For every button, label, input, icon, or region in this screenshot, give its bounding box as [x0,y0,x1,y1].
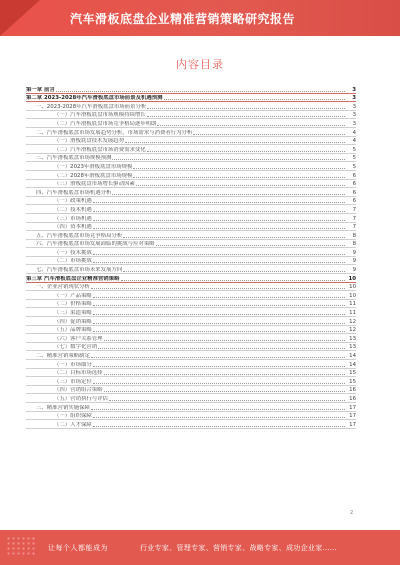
toc-entry-title: （四）促销策略 [54,318,92,325]
toc-entry-title: （一）2023年滑板底盘市场规模 [54,163,133,170]
toc-entry[interactable] [26,308,356,317]
toc-heading: 内容目录 [176,58,224,71]
toc-entry-page: 16 [349,387,356,394]
toc-entry-page: 14 [349,353,356,359]
toc-entry-title: （二）目标市场选择 [54,370,103,377]
toc-entry[interactable] [26,180,356,189]
toc-entry[interactable] [26,343,356,352]
footer-banner [0,530,400,565]
toc-entry-title: （三）市场定位 [54,378,92,385]
toc-leader-dots [123,268,345,272]
toc-entry-page: 10 [348,275,356,282]
toc-entry-page: 16 [349,395,356,402]
toc-entry[interactable] [26,257,356,266]
toc-leader-dots [112,191,345,195]
table-of-contents [26,85,356,429]
toc-entry-title: 一、企业营销现状分析 [36,284,90,291]
toc-entry-title: 三、汽车滑板底盘市场规模预测 [36,155,112,162]
page-number: 2 [350,510,354,516]
toc-entry-title: （一）市场细分 [54,361,92,368]
toc-entry-page: 7 [352,206,356,213]
toc-leader-dots [112,156,345,160]
toc-entry[interactable] [26,334,356,343]
toc-leader-dots [91,354,345,358]
toc-leader-dots [93,217,345,221]
toc-entry[interactable] [26,291,356,300]
toc-leader-dots [147,113,345,117]
toc-entry-title: （五）营销执行与评估 [54,395,108,402]
toc-leader-dots [93,320,345,324]
toc-entry-page: 3 [352,103,356,110]
toc-leader-dots [93,251,345,255]
toc-entry-title: （二）汽车滑板底盘市场消费需求变化 [54,146,146,153]
toc-entry-title: （三）滑板底盘市场增长驱动因素 [54,181,135,188]
toc-entry[interactable] [26,197,356,206]
toc-entry-title: （五）品牌策略 [54,327,92,334]
toc-entry[interactable] [26,171,356,180]
toc-entry-page: 4 [352,138,356,145]
toc-leader-dots [147,148,345,152]
toc-leader-dots [93,311,345,315]
toc-entry[interactable] [26,154,356,163]
toc-entry-title: 七、汽车滑板底盘市场未来发展方向 [36,267,123,274]
toc-entry[interactable] [26,386,356,395]
toc-entry-title: （四）营销组合策略 [54,387,103,394]
toc-entry-title: （一）组织保障 [54,413,92,420]
toc-entry-page: 13 [349,344,356,351]
toc-leader-dots [147,105,345,109]
toc-leader-dots [56,88,345,92]
toc-entry-title: 第二章 2023-2028年汽车滑板底盘市场前景及机遇预测 [26,95,163,102]
toc-leader-dots [104,337,345,341]
toc-leader-dots [109,397,345,401]
toc-entry-page: 6 [352,172,356,179]
toc-entry-page: 6 [352,198,356,205]
toc-entry-title: （四）资本机遇 [54,224,92,231]
toc-entry[interactable] [26,223,356,232]
toc-entry-page: 10 [349,284,356,291]
toc-entry-page: 5 [352,163,356,170]
toc-entry[interactable] [26,394,356,403]
toc-entry-page: 4 [352,129,356,136]
toc-entry-title: （一）滑板底盘技术发展趋势 [54,138,125,145]
toc-entry-page: 9 [352,258,356,265]
toc-leader-dots [93,199,345,203]
toc-leader-dots [93,225,345,229]
toc-leader-dots [136,182,345,186]
toc-entry-page: 15 [349,378,356,385]
toc-entry[interactable] [26,403,356,412]
toc-entry-page: 3 [352,112,356,119]
toc-entry[interactable] [26,137,356,146]
toc-entry-title: （一）技术挑战 [54,249,92,256]
dot-pattern-icon [6,536,36,556]
toc-leader-dots [156,242,345,246]
toc-leader-dots [133,174,345,178]
toc-entry-page: 12 [349,318,356,325]
toc-entry-title: （七）数字化营销 [54,344,98,351]
toc-entry[interactable] [26,351,356,360]
toc-entry[interactable] [26,231,356,240]
toc-entry-title: （二）2028年滑板底盘市场规模 [54,172,133,179]
toc-entry-title: （二）汽车滑板底盘市场竞争格局逐步明朗 [54,120,157,127]
toc-entry[interactable] [26,119,356,128]
toc-leader-dots [157,122,345,126]
toc-entry[interactable] [26,188,356,197]
toc-leader-dots [93,363,345,367]
toc-leader-dots [93,414,345,418]
toc-entry[interactable] [26,240,356,249]
toc-leader-dots [133,165,345,169]
toc-entry[interactable] [26,317,356,326]
toc-entry[interactable] [26,94,356,103]
toc-entry-title: 四、汽车滑板底盘市场机遇分析 [36,189,112,196]
toc-entry[interactable] [26,274,356,283]
toc-entry[interactable] [26,111,356,120]
toc-leader-dots [193,131,345,135]
footer-tagline: 行业专家、管理专家、营销专家、战略专家、成功企业家…… [140,544,338,552]
toc-entry-title: 二、汽车滑板底盘市场发展趋势分析，市场需求与消费者行为分析 [36,129,193,136]
toc-entry-page: 9 [352,267,356,274]
toc-entry-page: 5 [352,146,356,153]
toc-leader-dots [104,371,345,375]
toc-entry[interactable] [26,214,356,223]
toc-entry-title: （三）市场机遇 [54,215,92,222]
toc-leader-dots [93,423,345,427]
toc-leader-dots [125,139,345,143]
toc-entry-title: （三）渠道策略 [54,310,92,317]
toc-entry-title: （二）人才保障 [54,421,92,428]
toc-entry-title: 五、汽车滑板底盘市场竞争格局分析 [36,232,123,239]
toc-leader-dots [93,259,345,263]
toc-leader-dots [93,208,345,212]
toc-entry-title: （一）产品策略 [54,292,92,299]
toc-entry[interactable] [26,265,356,274]
toc-entry-title: （二）技术机遇 [54,206,92,213]
toc-entry-page: 9 [352,249,356,256]
toc-entry-title: （二）市场挑战 [54,258,92,265]
toc-entry[interactable] [26,283,356,292]
toc-leader-dots [93,380,345,384]
toc-entry-title: 第三章 汽车滑板底盘企业精准营销策略 [26,275,120,282]
toc-entry-title: （一）政策机遇 [54,198,92,205]
toc-entry-page: 7 [352,224,356,231]
toc-entry-title: 第一章 前言 [26,86,55,93]
footer-slogan: 让每个人都能成为 [48,544,108,552]
toc-entry[interactable] [26,205,356,214]
toc-leader-dots [91,285,345,289]
toc-entry-page: 11 [349,310,356,317]
toc-entry-title: （六）客户关系管理 [54,335,103,342]
toc-entry-title: 一、2023-2028年汽车滑板底盘市场前景分析 [36,103,147,110]
toc-entry-title: 三、精准营销实施保障 [36,404,90,411]
header-decoration [0,0,40,36]
toc-entry[interactable] [26,377,356,386]
toc-leader-dots [104,388,345,392]
toc-entry-page: 12 [349,327,356,334]
toc-entry-page: 6 [352,181,356,188]
toc-entry-page: 6 [352,189,356,196]
toc-entry-page: 3 [352,86,356,93]
toc-entry[interactable] [26,412,356,421]
toc-entry[interactable] [26,420,356,429]
toc-entry-page: 8 [352,241,356,248]
toc-entry[interactable] [26,102,356,111]
toc-entry-page: 17 [349,413,356,420]
report-header [0,0,400,36]
toc-entry[interactable] [26,128,356,137]
toc-entry-page: 10 [349,292,356,299]
report-title: 汽车滑板底盘企业精准营销策略研究报告 [70,12,296,26]
toc-leader-dots [93,302,345,306]
toc-entry-page: 3 [352,120,356,127]
toc-entry[interactable] [26,369,356,378]
toc-entry-page: 17 [349,421,356,428]
toc-entry[interactable] [26,162,356,171]
toc-leader-dots [93,294,345,298]
toc-entry-page: 3 [352,95,356,102]
toc-leader-dots [164,96,345,100]
toc-entry[interactable] [26,326,356,335]
toc-entry-page: 5 [352,155,356,162]
toc-entry[interactable] [26,248,356,257]
toc-entry-title: （二）价格策略 [54,301,92,308]
toc-entry-page: 7 [352,215,356,222]
toc-entry-title: 二、精准营销策略制定 [36,353,90,359]
toc-leader-dots [121,277,345,281]
toc-entry-title: （一）汽车滑板底盘市场规模持续增长 [54,112,146,119]
toc-entry[interactable] [26,145,356,154]
toc-entry-title: 六、汽车滑板底盘市场发展面临的挑战与应对策略 [36,241,155,248]
toc-entry-page: 13 [349,335,356,342]
toc-entry[interactable] [26,360,356,369]
toc-entry-page: 17 [349,404,356,411]
toc-leader-dots [93,328,345,332]
toc-leader-dots [98,345,345,349]
toc-leader-dots [91,406,345,410]
toc-entry-page: 11 [349,301,356,308]
toc-entry[interactable] [26,300,356,309]
toc-entry-page: 14 [349,361,356,368]
toc-leader-dots [123,234,345,238]
toc-entry-page: 15 [349,370,356,377]
toc-entry[interactable] [26,85,356,94]
toc-entry-page: 8 [352,232,356,239]
